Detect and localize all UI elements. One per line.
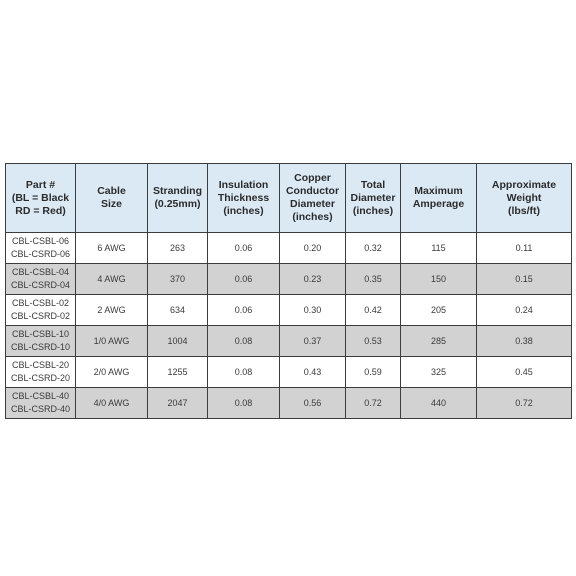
total-diameter-cell: 0.35	[346, 264, 401, 295]
part-number-black: CBL-CSBL-10	[11, 329, 70, 339]
table-row	[6, 233, 572, 264]
copper-diameter-cell: 0.37	[280, 326, 346, 357]
stranding-cell: 1004	[148, 326, 208, 357]
copper-diameter-cell: 0.43	[280, 357, 346, 388]
part-number-black: CBL-CSBL-06	[11, 236, 70, 246]
table-row	[6, 264, 572, 295]
part-number-cell	[6, 388, 76, 419]
amperage-cell: 285	[401, 326, 477, 357]
insulation-cell: 0.06	[208, 295, 280, 326]
part-number-black: CBL-CSBL-20	[11, 360, 70, 370]
weight-cell: 0.72	[477, 388, 572, 419]
part-number-red: CBL-CSRD-04	[10, 280, 70, 290]
total-diameter-cell: 0.32	[346, 233, 401, 264]
weight-cell: 0.24	[477, 295, 572, 326]
header-stranding	[148, 164, 208, 233]
header-text: Size	[100, 198, 122, 210]
header-text: (inches)	[292, 211, 333, 223]
stranding-cell: 1255	[148, 357, 208, 388]
header-approximate-weight	[477, 164, 572, 233]
header-text: Weight	[506, 191, 542, 204]
header-text: Stranding	[153, 185, 202, 197]
table-row	[6, 326, 572, 357]
header-row	[6, 164, 572, 233]
cable-size-cell: 2 AWG	[76, 295, 148, 326]
part-number-black: CBL-CSBL-40	[11, 391, 70, 401]
insulation-cell: 0.06	[208, 233, 280, 264]
header-text: RD = Red)	[15, 204, 66, 217]
copper-diameter-cell: 0.23	[280, 264, 346, 295]
header-text: (lbs/ft)	[507, 204, 541, 217]
total-diameter-cell: 0.42	[346, 295, 401, 326]
stranding-cell: 370	[148, 264, 208, 295]
amperage-cell: 115	[401, 233, 477, 264]
header-text: Diameter	[290, 198, 335, 210]
part-number-cell	[6, 233, 76, 264]
cable-size-cell: 4/0 AWG	[76, 388, 148, 419]
header-text: (BL = Black	[11, 191, 70, 204]
insulation-cell: 0.08	[208, 357, 280, 388]
header-text: Cable	[97, 185, 126, 197]
part-number-cell	[6, 357, 76, 388]
amperage-cell: 440	[401, 388, 477, 419]
header-cable-size	[76, 164, 148, 233]
header-text: Approximate	[491, 178, 557, 191]
part-number-black: CBL-CSBL-04	[11, 267, 70, 277]
weight-cell: 0.11	[477, 233, 572, 264]
stranding-cell: 634	[148, 295, 208, 326]
total-diameter-cell: 0.72	[346, 388, 401, 419]
header-total-diameter	[346, 164, 401, 233]
insulation-cell: 0.08	[208, 326, 280, 357]
header-copper-conductor-diameter	[280, 164, 346, 233]
part-number-red: CBL-CSRD-20	[10, 373, 70, 383]
header-text: Part #	[25, 178, 56, 191]
header-text: Thickness	[217, 191, 270, 204]
part-number-red: CBL-CSRD-10	[10, 342, 70, 352]
stranding-cell: 2047	[148, 388, 208, 419]
part-number-cell	[6, 326, 76, 357]
weight-cell: 0.38	[477, 326, 572, 357]
header-text: Maximum	[414, 185, 463, 197]
stranding-cell: 263	[148, 233, 208, 264]
copper-diameter-cell: 0.20	[280, 233, 346, 264]
part-number-cell	[6, 295, 76, 326]
header-text: Amperage	[412, 198, 465, 210]
header-text: Diameter	[350, 191, 396, 204]
header-text: (inches)	[223, 204, 264, 217]
copper-diameter-cell: 0.56	[280, 388, 346, 419]
header-text: (inches)	[352, 204, 394, 217]
header-text: Conductor	[285, 185, 340, 197]
header-text: Insulation	[218, 178, 269, 191]
table-row	[6, 295, 572, 326]
part-number-black: CBL-CSBL-02	[11, 298, 70, 308]
part-number-red: CBL-CSRD-02	[10, 311, 70, 321]
table-row	[6, 388, 572, 419]
amperage-cell: 150	[401, 264, 477, 295]
header-text: Total	[360, 178, 386, 191]
cable-size-cell: 1/0 AWG	[76, 326, 148, 357]
amperage-cell: 205	[401, 295, 477, 326]
cable-size-cell: 2/0 AWG	[76, 357, 148, 388]
cable-size-cell: 4 AWG	[76, 264, 148, 295]
header-text: (0.25mm)	[154, 198, 201, 210]
insulation-cell: 0.06	[208, 264, 280, 295]
weight-cell: 0.15	[477, 264, 572, 295]
header-maximum-amperage	[401, 164, 477, 233]
total-diameter-cell: 0.53	[346, 326, 401, 357]
part-number-red: CBL-CSRD-40	[10, 404, 70, 414]
cable-size-cell: 6 AWG	[76, 233, 148, 264]
header-part-number	[6, 164, 76, 233]
insulation-cell: 0.08	[208, 388, 280, 419]
weight-cell: 0.45	[477, 357, 572, 388]
table-row	[6, 357, 572, 388]
part-number-red: CBL-CSRD-06	[10, 249, 70, 259]
header-insulation-thickness	[208, 164, 280, 233]
header-text: Copper	[294, 172, 331, 184]
amperage-cell: 325	[401, 357, 477, 388]
part-number-cell	[6, 264, 76, 295]
total-diameter-cell: 0.59	[346, 357, 401, 388]
cable-spec-table	[5, 163, 572, 419]
copper-diameter-cell: 0.30	[280, 295, 346, 326]
